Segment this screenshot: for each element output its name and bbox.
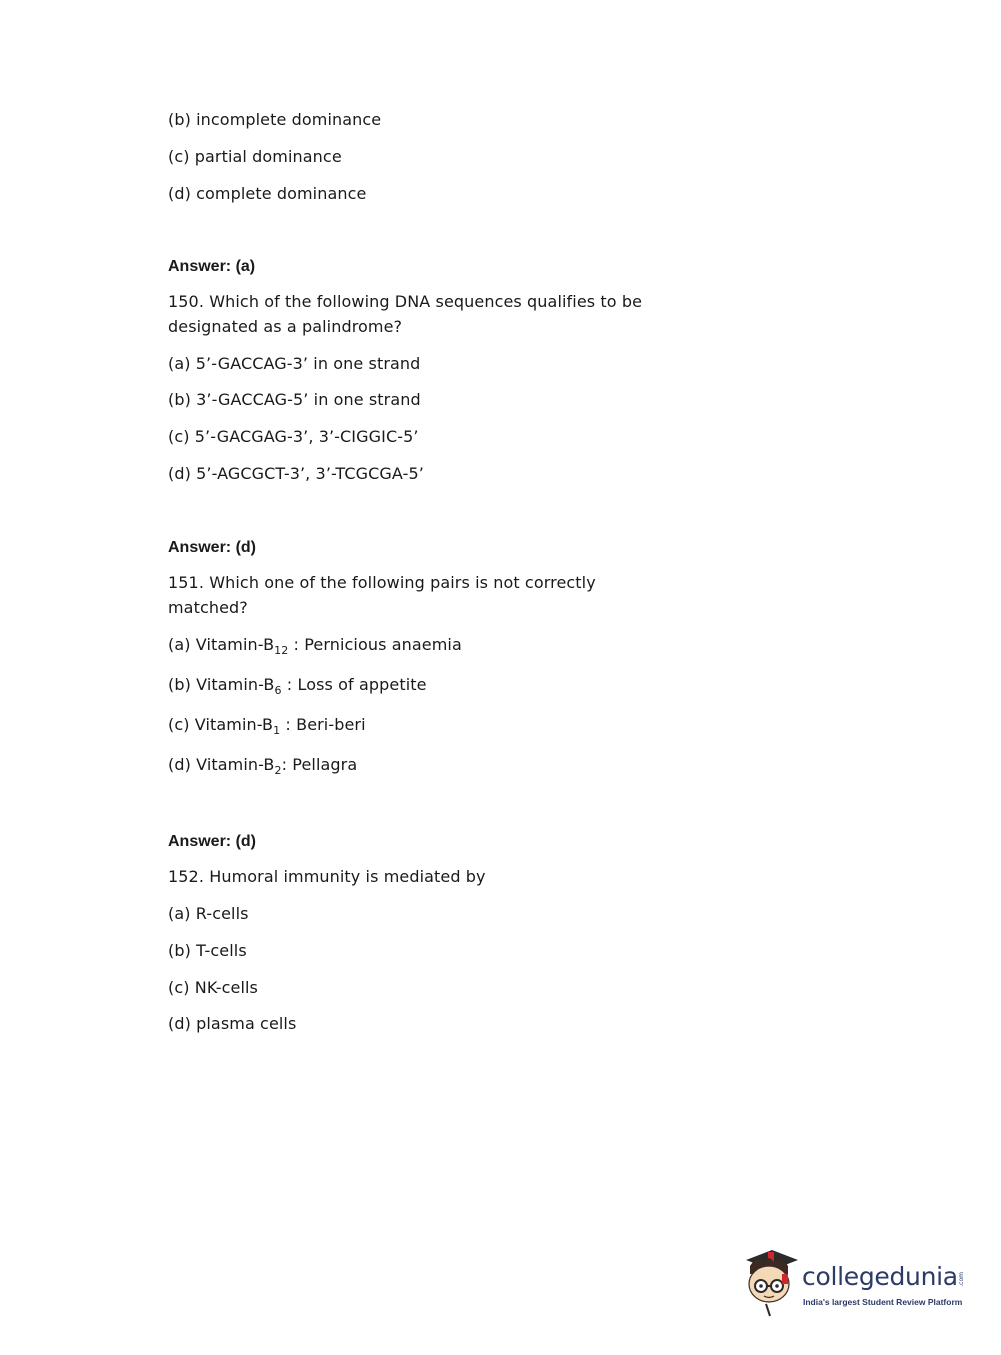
q151-text-line2: matched?: [168, 598, 248, 617]
q149-option-c: (c) partial dominance: [168, 147, 342, 166]
q150-option-d: (d) 5’-AGCGCT-3’, 3’-TCGCGA-5’: [168, 464, 424, 483]
q149-option-b: (b) incomplete dominance: [168, 110, 382, 129]
collegedunia-tagline: India's largest Student Review Platform: [803, 1297, 963, 1307]
collegedunia-logo-text: collegedunia: [802, 1262, 958, 1291]
q151-option-c: (c) Vitamin-$B_1$ : Beri-beri: [168, 715, 366, 737]
q149-option-d: (d) complete dominance: [168, 184, 367, 203]
q151-option-d: (d) Vitamin-$B_2$: Pellagra: [168, 755, 358, 777]
q151-text-line1: 151. Which one of the following pairs is not correctly: [168, 573, 596, 592]
q152-option-b: (b) T-cells: [168, 941, 247, 960]
answer-151: Answer: (d): [168, 833, 256, 850]
answer-150: Answer: (d): [168, 539, 256, 556]
collegedunia-logo-com: .com: [958, 1272, 965, 1287]
answer-149: Answer: (a): [168, 258, 256, 275]
q150-text-line2: designated as a palindrome?: [168, 317, 403, 336]
q151-option-a: (a) Vitamin-$B_{12}$ : Pernicious anaemia: [168, 635, 462, 657]
q150-option-b: (b) 3’-GACCAG-5’ in one strand: [168, 390, 421, 409]
q152-option-d: (d) plasma cells: [168, 1014, 297, 1033]
q150-option-a: (a) 5’-GACCAG-3’ in one strand: [168, 354, 421, 373]
q150-option-c: (c) 5’-GACGAG-3’, 3’-CIGGIC-5’: [168, 427, 419, 446]
q152-text-line1: 152. Humoral immunity is mediated by: [168, 867, 486, 886]
q151-option-b: (b) Vitamin-$B_6$ : Loss of appetite: [168, 675, 427, 697]
q152-option-c: (c) NK-cells: [168, 978, 258, 997]
q150-text-line1: 150. Which of the following DNA sequences qualifies to be: [168, 292, 643, 311]
q152-option-a: (a) R-cells: [168, 904, 249, 923]
